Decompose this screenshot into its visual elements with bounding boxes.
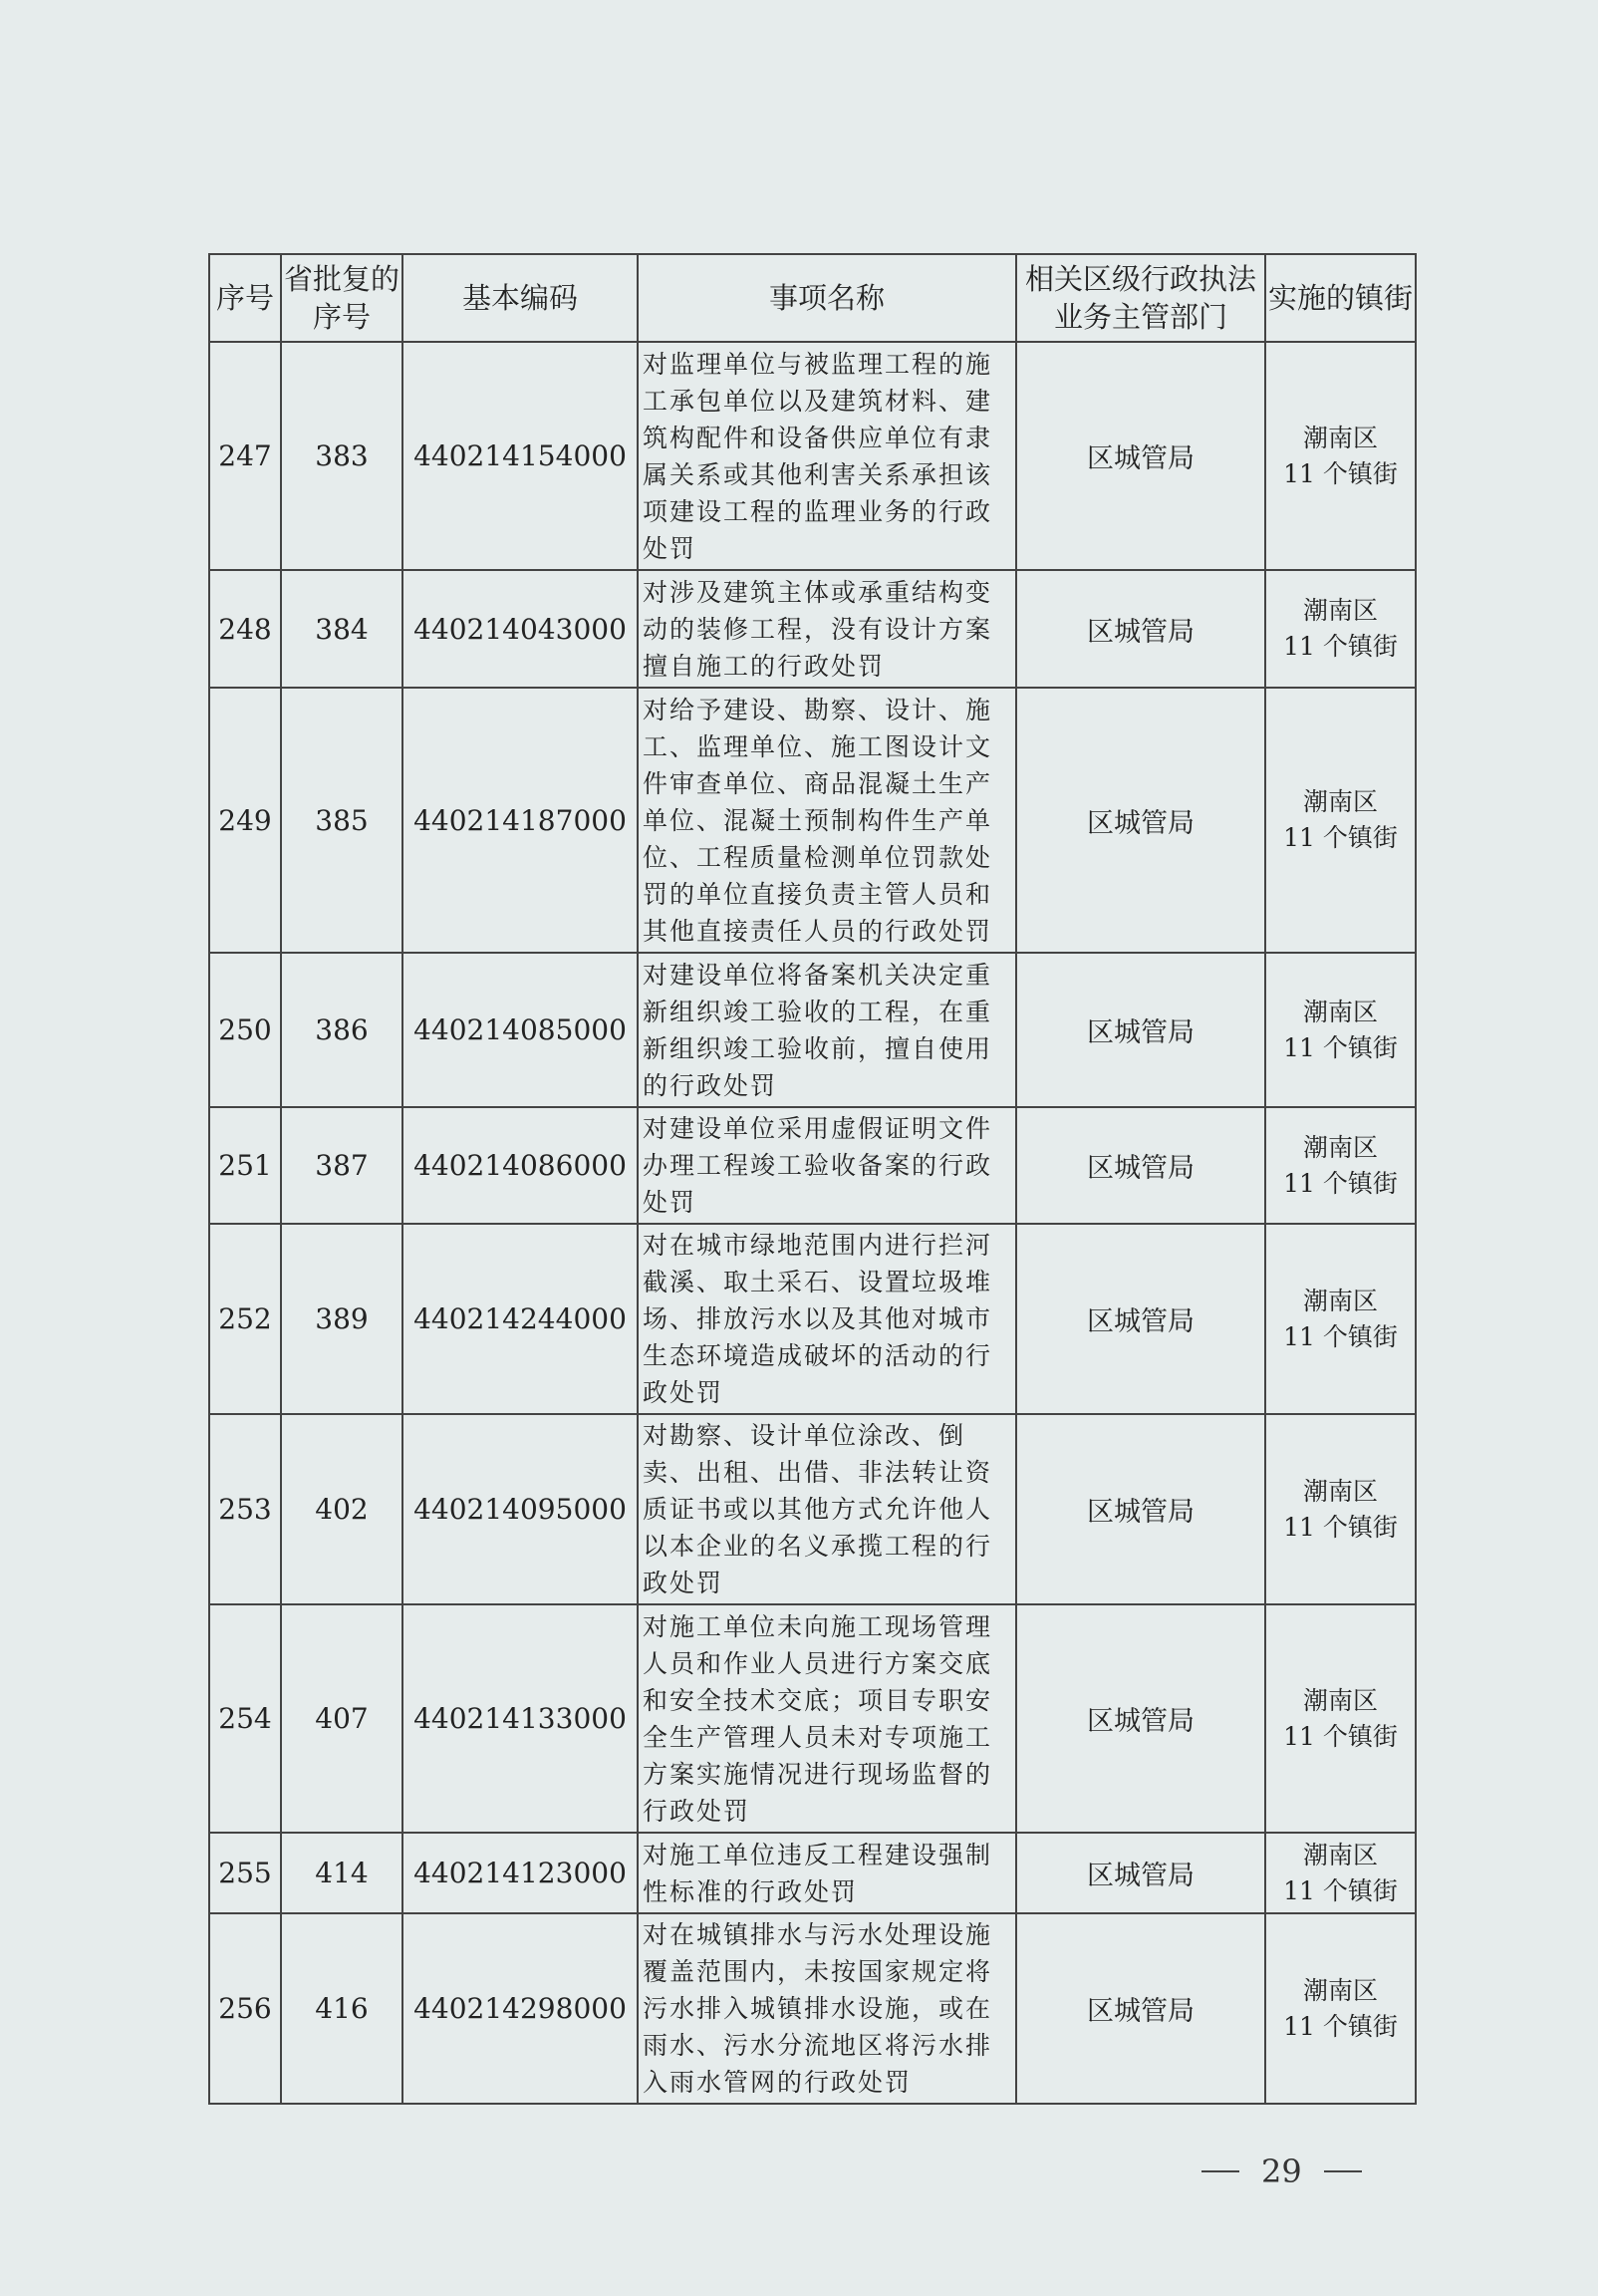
row-seq: 251	[209, 1107, 281, 1224]
row-scope	[1265, 342, 1416, 570]
row-item: 对建设单位采用虚假证明文件办理工程竣工验收备案的行政处罚	[638, 1107, 1016, 1224]
enforcement-items-table	[208, 253, 1417, 2105]
row-prov-seq: 389	[281, 1224, 402, 1414]
row-dept: 区城管局	[1016, 1107, 1265, 1224]
row-scope	[1265, 1833, 1416, 1913]
row-dept: 区城管局	[1016, 1604, 1265, 1833]
row-code: 440214298000	[402, 1913, 638, 2104]
scope-towns: 11 个镇街	[1283, 2011, 1398, 2041]
row-seq: 249	[209, 688, 281, 953]
row-item: 对在城镇排水与污水处理设施覆盖范围内，未按国家规定将污水排入城镇排水设施，或在雨水、污水分流地区将污水排入雨水管网的行政处罚	[638, 1913, 1016, 2104]
row-dept: 区城管局	[1016, 1414, 1265, 1604]
scope-towns: 11 个镇街	[1283, 1321, 1398, 1351]
header-code: 基本编码	[402, 254, 638, 342]
scope-towns: 11 个镇街	[1283, 632, 1398, 661]
row-item: 对涉及建筑主体或承重结构变动的装修工程，没有设计方案擅自施工的行政处罚	[638, 570, 1016, 688]
scope-towns: 11 个镇街	[1283, 823, 1398, 852]
row-seq: 248	[209, 570, 281, 688]
row-seq: 255	[209, 1833, 281, 1913]
row-code: 440214133000	[402, 1604, 638, 1833]
header-scope: 实施的镇街	[1265, 254, 1416, 342]
table-row	[209, 570, 1416, 688]
row-prov-seq: 384	[281, 570, 402, 688]
scope-district: 潮南区	[1302, 1975, 1378, 2005]
scope-towns: 11 个镇街	[1283, 1721, 1398, 1751]
row-seq: 254	[209, 1604, 281, 1833]
row-prov-seq: 383	[281, 342, 402, 570]
row-seq: 253	[209, 1414, 281, 1604]
row-prov-seq: 386	[281, 953, 402, 1107]
scope-towns: 11 个镇街	[1283, 1168, 1398, 1198]
row-item: 对在城市绿地范围内进行拦河截溪、取土采石、设置垃圾堆场、排放污水以及其他对城市生态环境造成破坏的活动的行政处罚	[638, 1224, 1016, 1414]
header-dept: 相关区级行政执法业务主管部门	[1016, 254, 1265, 342]
row-prov-seq: 414	[281, 1833, 402, 1913]
header-prov-seq: 省批复的序号	[281, 254, 402, 342]
enforcement-items-table-container	[208, 253, 1415, 2105]
row-seq: 247	[209, 342, 281, 570]
page-number-footer	[1201, 2152, 1401, 2190]
scope-district: 潮南区	[1302, 1685, 1378, 1715]
row-item: 对勘察、设计单位涂改、倒卖、出租、出借、非法转让资质证书或以其他方式允许他人以本企业的名义承揽工程的行政处罚	[638, 1414, 1016, 1604]
row-prov-seq: 385	[281, 688, 402, 953]
row-scope	[1265, 1604, 1416, 1833]
row-dept: 区城管局	[1016, 688, 1265, 953]
row-scope	[1265, 953, 1416, 1107]
row-seq: 256	[209, 1913, 281, 2104]
scope-district: 潮南区	[1302, 1132, 1378, 1162]
table-row	[209, 1913, 1416, 2104]
scope-district: 潮南区	[1302, 997, 1378, 1026]
row-dept: 区城管局	[1016, 1224, 1265, 1414]
table-row	[209, 1414, 1416, 1604]
table-row	[209, 1224, 1416, 1414]
table-row	[209, 688, 1416, 953]
row-code: 440214095000	[402, 1414, 638, 1604]
row-code: 440214085000	[402, 953, 638, 1107]
row-item: 对给予建设、勘察、设计、施工、监理单位、施工图设计文件审查单位、商品混凝土生产单位、混凝土预制构件生产单位、工程质量检测单位罚款处罚的单位直接负责主管人员和其他直接责任人员的行政处罚	[638, 688, 1016, 953]
row-item: 对施工单位未向施工现场管理人员和作业人员进行方案交底和安全技术交底；项目专职安全生产管理人员未对专项施工方案实施情况进行现场监督的行政处罚	[638, 1604, 1016, 1833]
row-prov-seq: 387	[281, 1107, 402, 1224]
table-row	[209, 1833, 1416, 1913]
row-scope	[1265, 1913, 1416, 2104]
row-seq: 252	[209, 1224, 281, 1414]
row-dept: 区城管局	[1016, 570, 1265, 688]
row-code: 440214154000	[402, 342, 638, 570]
header-item: 事项名称	[638, 254, 1016, 342]
row-item: 对监理单位与被监理工程的施工承包单位以及建筑材料、建筑构配件和设备供应单位有隶属关系或其他利害关系承担该项建设工程的监理业务的行政处罚	[638, 342, 1016, 570]
row-scope	[1265, 1414, 1416, 1604]
scope-towns: 11 个镇街	[1283, 1875, 1398, 1905]
dash-left-icon	[1201, 2170, 1239, 2172]
row-prov-seq: 416	[281, 1913, 402, 2104]
row-code: 440214187000	[402, 688, 638, 953]
row-scope	[1265, 570, 1416, 688]
scope-district: 潮南区	[1302, 787, 1378, 816]
scope-district: 潮南区	[1302, 1840, 1378, 1869]
row-scope	[1265, 688, 1416, 953]
scope-towns: 11 个镇街	[1283, 458, 1398, 488]
table-header-row	[209, 254, 1416, 342]
row-code: 440214086000	[402, 1107, 638, 1224]
row-scope	[1265, 1224, 1416, 1414]
row-item: 对建设单位将备案机关决定重新组织竣工验收的工程，在重新组织竣工验收前，擅自使用的行政处罚	[638, 953, 1016, 1107]
row-seq: 250	[209, 953, 281, 1107]
row-code: 440214123000	[402, 1833, 638, 1913]
table-row	[209, 953, 1416, 1107]
row-prov-seq: 402	[281, 1414, 402, 1604]
scope-district: 潮南区	[1302, 1476, 1378, 1506]
scope-district: 潮南区	[1302, 423, 1378, 452]
table-row	[209, 1604, 1416, 1833]
dash-right-icon	[1324, 2170, 1362, 2172]
table-row	[209, 1107, 1416, 1224]
scope-towns: 11 个镇街	[1283, 1512, 1398, 1542]
row-dept: 区城管局	[1016, 1833, 1265, 1913]
scope-district: 潮南区	[1302, 1286, 1378, 1315]
row-item: 对施工单位违反工程建设强制性标准的行政处罚	[638, 1833, 1016, 1913]
table-row	[209, 342, 1416, 570]
row-dept: 区城管局	[1016, 342, 1265, 570]
scope-towns: 11 个镇街	[1283, 1032, 1398, 1062]
row-prov-seq: 407	[281, 1604, 402, 1833]
row-dept: 区城管局	[1016, 953, 1265, 1107]
row-scope	[1265, 1107, 1416, 1224]
page-number: 29	[1261, 2152, 1302, 2190]
row-code: 440214043000	[402, 570, 638, 688]
header-seq: 序号	[209, 254, 281, 342]
row-code: 440214244000	[402, 1224, 638, 1414]
scope-district: 潮南区	[1302, 596, 1378, 625]
row-dept: 区城管局	[1016, 1913, 1265, 2104]
